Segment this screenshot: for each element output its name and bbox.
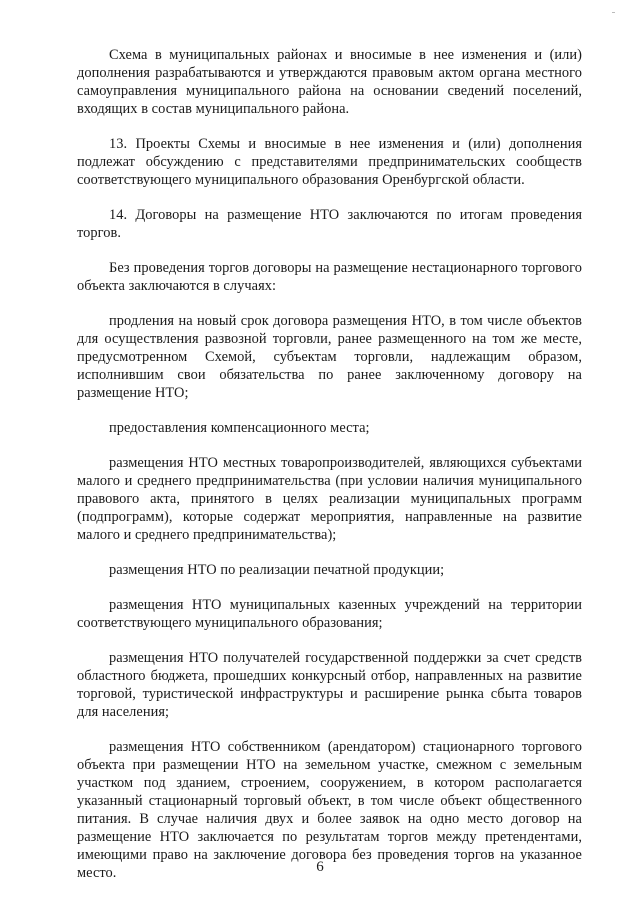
list-item-state-support-recipients: размещения НТО получателей государственной поддержки за счет средств областного бюджета, прошедших конкурсный отбор, направленных на развитие торговой, туристической инфраструктуры и расширение рынка сбыта товаров для населения;	[77, 650, 582, 720]
list-item-local-producers: размещения НТО местных товаропроизводителей, являющихся субъектами малого и среднего предпринимательства (при условии наличия муниципального правового акта, принятого в целях реализации муниципальных программ (подпрограмм), которые содержат мероприятия, направленные на развитие малого и среднего предпринимательства);	[77, 455, 582, 543]
list-item-stationary-owner: размещения НТО собственником (арендатором) стационарного торгового объекта при размещении НТО на земельном участке, смежном с земельным участком под зданием, строением, сооружением, в котором располагается указанный стационарный торговый объект, в том числе объект общественного питания. В случае наличия двух и более заявок на одно место договор на размещение НТО заключается по результатам торгов между претендентами, имеющими право на заключение договора без проведения торгов на указанное место.	[77, 739, 582, 881]
paragraph-14-contracts-by-auction: 14. Договоры на размещение НТО заключаются по итогам проведения торгов.	[77, 207, 582, 241]
list-item-municipal-institutions: размещения НТО муниципальных казенных учреждений на территории соответствующего муниципального образования;	[77, 597, 582, 631]
paragraph-without-auction-cases: Без проведения торгов договоры на размещение нестационарного торгового объекта заключаются в случаях:	[77, 260, 582, 294]
document-body	[77, 46, 582, 899]
list-item-extension: продления на новый срок договора размещения НТО, в том числе объектов для осуществления развозной торговли, ранее размещенного на том же месте, предусмотренном Схемой, субъектам торговли, надлежащим образом, исполнившим свои обязательства по ранее заключенному договору на размещение НТО;	[77, 313, 582, 401]
page-number: 6	[316, 859, 324, 875]
list-item-compensation-place: предоставления компенсационного места;	[109, 420, 370, 436]
paragraph-13-discussion: 13. Проекты Схемы и вносимые в нее изменения и (или) дополнения подлежат обсуждению с представителями предпринимательских сообществ соответствующего муниципального образования Оренбургской области.	[77, 136, 582, 188]
paragraph-scheme-municipal-districts: Схема в муниципальных районах и вносимые в нее изменения и (или) дополнения разрабатываются и утверждаются правовым актом органа местного самоуправления муниципального района на основании сведений поселений, входящих в состав муниципального района.	[77, 47, 582, 117]
scan-artifact	[612, 12, 615, 13]
list-item-printed-products: размещения НТО по реализации печатной продукции;	[109, 562, 445, 578]
